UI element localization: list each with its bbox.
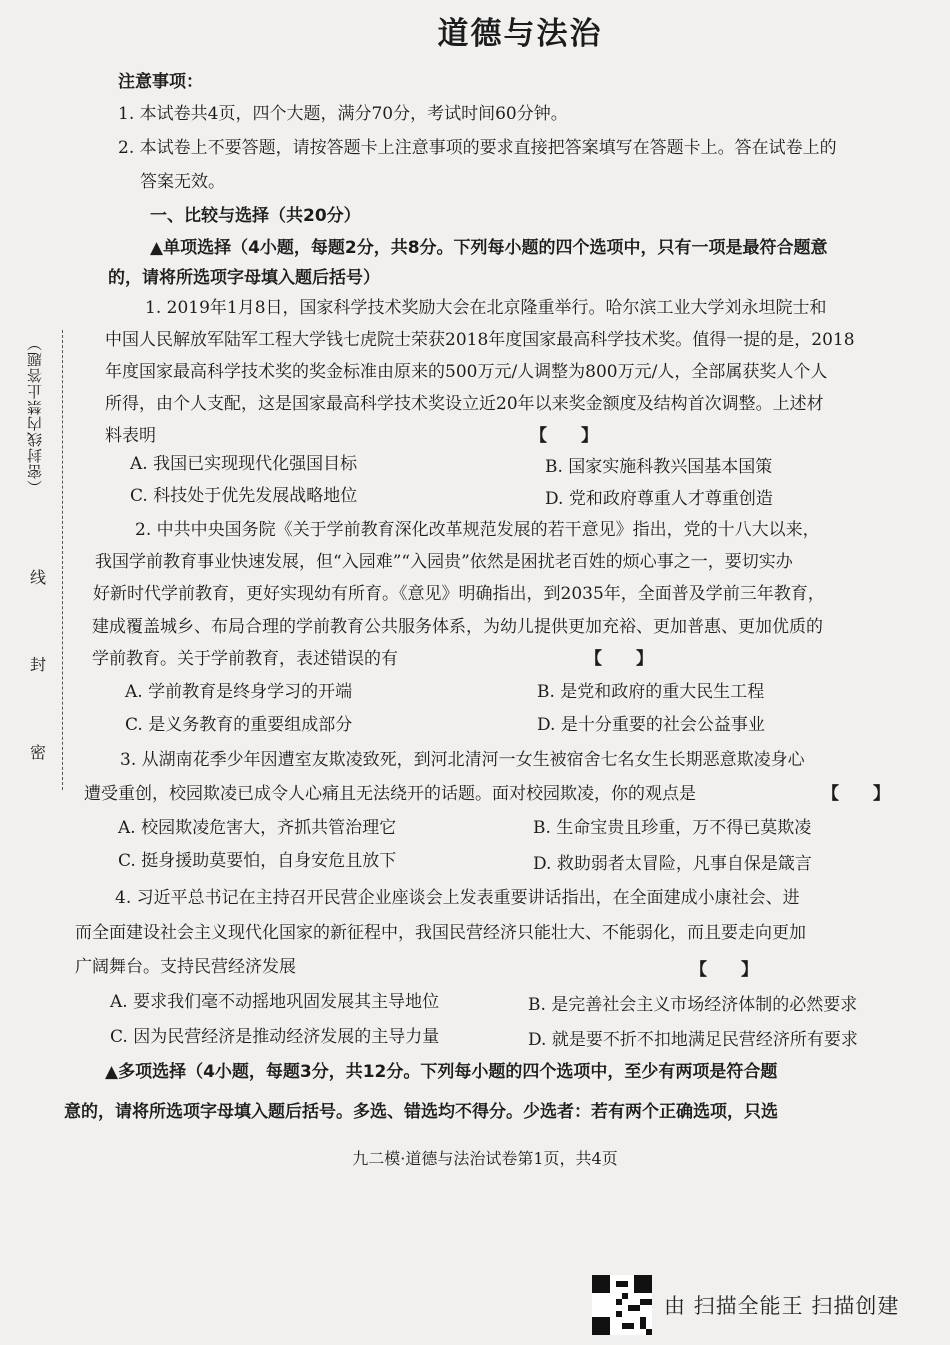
scanner-watermark bbox=[592, 1275, 899, 1335]
qr-code-icon bbox=[592, 1275, 652, 1335]
binding-char-mi: 密 bbox=[30, 743, 47, 762]
q1-option-c: C. 科技处于优先发展战略地位 bbox=[130, 486, 358, 506]
q2-text: 好新时代学前教育，更好实现幼有所育。《意见》明确指出，到2035年，全面普及学前三年教育， bbox=[93, 584, 825, 604]
q4-text: 广阔舞台。支持民营经济发展 bbox=[75, 957, 296, 977]
q1-text: 所得，由个人支配，这是国家最高科学技术奖设立近20年以来奖金额度及结构首次调整。上述材 bbox=[105, 394, 824, 414]
q2-text: 2. 中共中央国务院《关于学前教育深化改革规范发展的若干意见》指出，党的十八大以来， bbox=[135, 520, 820, 540]
scanner-caption: 由 扫描全能王 扫描创建 bbox=[664, 1294, 900, 1318]
q1-option-d: D. 党和政府尊重人才尊重创造 bbox=[545, 489, 773, 509]
single-instruction: 的，请将所选项字母填入题后括号） bbox=[108, 268, 380, 288]
q3-option-a: A. 校园欺凌危害大，齐抓共管治理它 bbox=[118, 818, 397, 838]
q1-text: 中国人民解放军陆军工程大学钱七虎院士荣获2018年度国家最高科学技术奖。值得一提的是，2018 bbox=[105, 330, 855, 350]
page-title: 道德与法治 bbox=[437, 16, 603, 52]
q2-text: 学前教育。关于学前教育，表述错误的有 bbox=[92, 649, 398, 669]
q4-option-d: D. 就是要不折不扣地满足民营经济所有要求 bbox=[528, 1030, 858, 1050]
q2-option-d: D. 是十分重要的社会公益事业 bbox=[537, 715, 765, 735]
binding-char-feng: 封 bbox=[30, 655, 47, 674]
q3-option-c: C. 挺身援助莫要怕，自身安危且放下 bbox=[118, 851, 397, 871]
notice-heading: 注意事项： bbox=[118, 72, 203, 92]
q3-text: 遭受重创，校园欺凌已成令人心痛且无法绕开的话题。面对校园欺凌，你的观点是 bbox=[84, 784, 696, 804]
q2-text: 建成覆盖城乡、布局合理的学前教育公共服务体系，为幼儿提供更加充裕、更加普惠、更加优质的 bbox=[92, 617, 823, 637]
q1-text: 年度国家最高科学技术奖的奖金标准由原来的500万元/人调整为800万元/人，全部属获奖人个人 bbox=[105, 362, 828, 382]
q1-option-b: B. 国家实施科教兴国基本国策 bbox=[545, 457, 773, 477]
notice-line: 2. 本试卷上不要答题，请按答题卡上注意事项的要求直接把答案填写在答题卡上。答在试卷上的 bbox=[118, 138, 837, 158]
q4-text: 而全面建设社会主义现代化国家的新征程中，我国民营经济只能壮大、不能弱化，而且要走向更加 bbox=[75, 923, 806, 943]
binding-caption: （密封线内禁止答题） bbox=[26, 335, 44, 495]
q1-option-a: A. 我国已实现现代化强国目标 bbox=[130, 454, 358, 474]
q4-option-b: B. 是完善社会主义市场经济体制的必然要求 bbox=[528, 995, 858, 1015]
q3-option-b: B. 生命宝贵且珍重，万不得已莫欺凌 bbox=[533, 818, 812, 838]
q4-option-a: A. 要求我们毫不动摇地巩固发展其主导地位 bbox=[110, 992, 440, 1012]
q2-option-a: A. 学前教育是终身学习的开端 bbox=[125, 682, 353, 702]
multi-instruction: ▲多项选择（4小题，每题3分，共12分。下列每小题的四个选项中，至少有两项是符合题 bbox=[105, 1062, 778, 1082]
notice-line: 1. 本试卷共4页，四个大题，满分70分，考试时间60分钟。 bbox=[118, 104, 568, 124]
q2-option-b: B. 是党和政府的重大民生工程 bbox=[537, 682, 765, 702]
q2-option-c: C. 是义务教育的重要组成部分 bbox=[125, 715, 353, 735]
q1-text: 料表明 bbox=[105, 426, 156, 446]
multi-instruction: 意的，请将所选项字母填入题后括号。多选、错选均不得分。少选者：若有两个正确选项，只选 bbox=[64, 1102, 778, 1122]
notice-line: 答案无效。 bbox=[140, 172, 225, 192]
q3-answer-bracket: 【 】 bbox=[822, 784, 890, 804]
section-heading: 一、比较与选择（共20分） bbox=[150, 206, 361, 226]
q3-option-d: D. 救助弱者太冒险，凡事自保是箴言 bbox=[533, 854, 812, 874]
q4-text: 4. 习近平总书记在主持召开民营企业座谈会上发表重要讲话指出，在全面建成小康社会、进 bbox=[115, 888, 800, 908]
q1-text: 1. 2019年1月8日，国家科学技术奖励大会在北京隆重举行。哈尔滨工业大学刘永坦院士和 bbox=[145, 298, 827, 318]
single-instruction: ▲单项选择（4小题，每题2分，共8分。下列每小题的四个选项中，只有一项是最符合题意 bbox=[150, 238, 828, 258]
q2-text: 我国学前教育事业快速发展，但“入园难”“入园贵”依然是困扰老百姓的烦心事之一，要切实办 bbox=[95, 552, 793, 572]
binding-char-xian: 线 bbox=[30, 568, 47, 587]
page-footer: 九二模·道德与法治试卷第1页，共4页 bbox=[352, 1149, 618, 1168]
q1-answer-bracket: 【 】 bbox=[530, 426, 598, 446]
q4-answer-bracket: 【 】 bbox=[690, 960, 758, 980]
q3-text: 3. 从湖南花季少年因遭室友欺凌致死，到河北清河一女生被宿舍七名女生长期恶意欺凌身心 bbox=[120, 750, 805, 770]
q2-answer-bracket: 【 】 bbox=[585, 649, 653, 669]
q4-option-c: C. 因为民营经济是推动经济发展的主导力量 bbox=[110, 1027, 440, 1047]
